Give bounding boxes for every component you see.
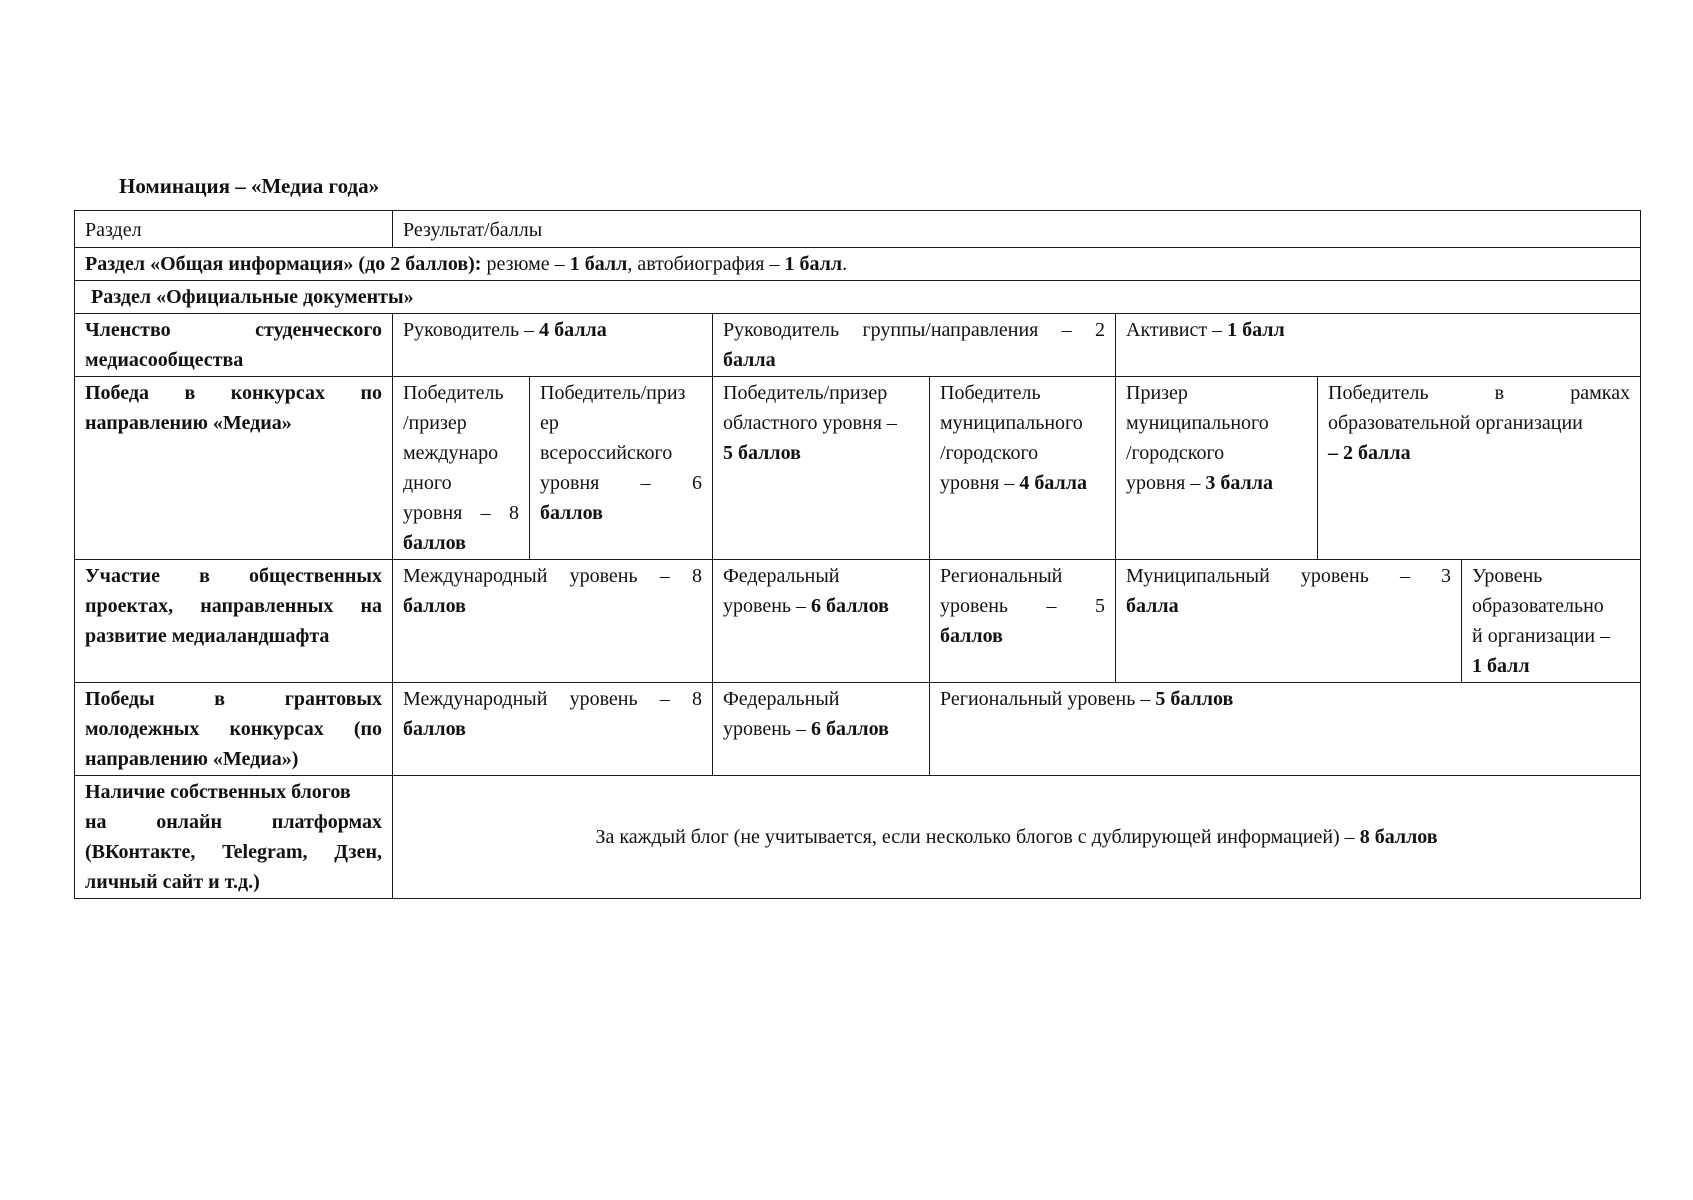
contests-org-line-1: Победитель в рамках xyxy=(1328,382,1631,404)
contests-international-line-4: дного xyxy=(403,472,452,494)
contests-municipal-winner-cell xyxy=(930,377,1116,560)
membership-group-leader-line-2: балла xyxy=(723,349,776,371)
membership-leader-cell xyxy=(393,314,713,377)
grants-international-line-1: Международный уровень – 8 xyxy=(403,688,702,710)
projects-org-cell xyxy=(1462,560,1641,683)
membership-label-line-1: Членство студенческого xyxy=(85,319,382,341)
grants-federal-line-2 xyxy=(723,714,919,744)
membership-leader-text: Руководитель – xyxy=(403,319,540,341)
general-info-text-3: . xyxy=(842,253,848,275)
projects-org-line-3: й организации – xyxy=(1472,625,1611,647)
projects-municipal-cell xyxy=(1116,560,1462,683)
projects-regional-line-1: Региональный xyxy=(940,565,1063,587)
contests-regional-score: 5 баллов xyxy=(723,442,801,464)
general-info-row xyxy=(75,248,1641,281)
projects-federal-line-1: Федеральный xyxy=(723,565,840,587)
official-docs-row xyxy=(75,281,1641,314)
contests-label-line-2: направлению «Медиа» xyxy=(85,412,292,434)
general-info-cell xyxy=(75,248,1641,281)
projects-regional-line-2: уровень – 5 xyxy=(940,595,1105,617)
membership-activist-score: 1 балл xyxy=(1227,319,1285,341)
blogs-score-value: 8 баллов xyxy=(1359,826,1438,848)
contests-regional-cell xyxy=(713,377,930,560)
contests-international-cell xyxy=(393,377,530,560)
contests-municipal-winner-text: уровня – xyxy=(940,472,1020,494)
contests-international-line-2: /призер xyxy=(403,412,467,434)
contests-municipal-winner-line-2: муниципального xyxy=(940,412,1083,434)
projects-municipal-score: балла xyxy=(1126,595,1179,617)
contests-allrussian-line-1: Победитель/приз xyxy=(540,382,686,404)
projects-federal-cell xyxy=(713,560,930,683)
blogs-label-cell xyxy=(75,776,393,899)
contests-international-line-5: уровня – 8 xyxy=(403,502,519,524)
projects-org-line-1: Уровень xyxy=(1472,565,1543,587)
blogs-score-text: За каждый блог (не учитывается, если несколько блогов с дублирующей информацией) – xyxy=(595,826,1360,848)
contests-org-line-2: образовательной организации xyxy=(1328,412,1583,434)
projects-label-line-2: проектах, направленных на xyxy=(85,595,382,617)
contests-allrussian-cell xyxy=(530,377,713,560)
blogs-row xyxy=(75,776,1641,899)
projects-row xyxy=(75,560,1641,683)
grants-regional-score: 5 баллов xyxy=(1155,688,1234,710)
blogs-label-line-4: личный сайт и т.д.) xyxy=(85,871,260,893)
official-docs-cell: Раздел «Официальные документы» xyxy=(75,281,1641,314)
contests-municipal-prize-score: 3 балла xyxy=(1205,472,1273,494)
projects-international-cell xyxy=(393,560,713,683)
general-info-score-1: 1 балл xyxy=(569,253,628,275)
general-info-title: Раздел «Общая информация» (до 2 баллов): xyxy=(85,253,482,275)
projects-label-line-1: Участие в общественных xyxy=(85,565,382,587)
grants-label-line-1: Победы в грантовых xyxy=(85,688,382,710)
contests-municipal-prize-line-2: муниципального xyxy=(1126,412,1269,434)
membership-activist-text: Активист – xyxy=(1126,319,1228,341)
grants-international-cell xyxy=(393,683,713,776)
contests-municipal-prize-line-1: Призер xyxy=(1126,382,1188,404)
grants-federal-line-1: Федеральный xyxy=(723,688,840,710)
contests-allrussian-score: баллов xyxy=(540,502,603,524)
membership-label-line-2: медиасообщества xyxy=(85,349,244,371)
grants-label-line-3: направлению «Медиа») xyxy=(85,748,299,770)
projects-regional-score: баллов xyxy=(940,625,1003,647)
projects-federal-score: 6 баллов xyxy=(811,595,889,617)
grants-federal-text: уровень – xyxy=(723,718,812,740)
projects-label-cell xyxy=(75,560,393,683)
contests-allrussian-line-3: всероссийского xyxy=(540,442,673,464)
projects-municipal-line-1: Муниципальный уровень – 3 xyxy=(1126,565,1451,587)
table-header-row xyxy=(75,211,1641,248)
projects-org-score: 1 балл xyxy=(1472,655,1530,677)
contests-international-line-1: Победитель xyxy=(403,382,504,404)
contests-municipal-winner-score: 4 балла xyxy=(1019,472,1087,494)
projects-federal-line-2 xyxy=(723,591,919,621)
blogs-score-cell xyxy=(393,776,1641,899)
contests-municipal-prize-text: уровня – xyxy=(1126,472,1206,494)
contests-municipal-prize-line-3: /городского xyxy=(1126,442,1225,464)
contests-international-score: баллов xyxy=(403,532,466,554)
projects-org-line-2: образовательно xyxy=(1472,595,1604,617)
grants-federal-cell xyxy=(713,683,930,776)
grants-regional-text: Региональный уровень – xyxy=(940,688,1156,710)
grants-federal-score: 6 баллов xyxy=(811,718,889,740)
contests-municipal-winner-line-3: /городского xyxy=(940,442,1039,464)
header-result-cell: Результат/баллы xyxy=(393,211,1641,248)
projects-international-score: баллов xyxy=(403,595,466,617)
contests-allrussian-line-2: ер xyxy=(540,412,559,434)
contests-label-line-1: Победа в конкурсах по xyxy=(85,382,382,404)
membership-group-leader-line-1: Руководитель группы/направления – 2 xyxy=(723,319,1105,341)
contests-municipal-prize-line-4 xyxy=(1126,468,1307,498)
scoring-table xyxy=(74,210,1641,899)
contests-municipal-winner-line-4 xyxy=(940,468,1105,498)
contests-municipal-prize-cell xyxy=(1116,377,1318,560)
grants-international-score: баллов xyxy=(403,718,466,740)
membership-group-leader-cell xyxy=(713,314,1116,377)
general-info-text-1: резюме – xyxy=(481,253,570,275)
projects-federal-text: уровень – xyxy=(723,595,812,617)
contests-row xyxy=(75,377,1641,560)
grants-row xyxy=(75,683,1641,776)
blogs-label-line-1: Наличие собственных блогов xyxy=(85,781,351,803)
blogs-label-line-2: на онлайн платформах xyxy=(85,811,382,833)
nomination-title: Номинация – «Медиа года» xyxy=(119,174,380,198)
header-section-cell: Раздел xyxy=(75,211,393,248)
projects-regional-cell xyxy=(930,560,1116,683)
projects-international-line-1: Международный уровень – 8 xyxy=(403,565,702,587)
blogs-label-line-3: (ВКонтакте, Telegram, Дзен, xyxy=(85,841,382,863)
contests-international-line-3: междунаро xyxy=(403,442,499,464)
general-info-score-2: 1 балл xyxy=(784,253,843,275)
contests-municipal-winner-line-1: Победитель xyxy=(940,382,1041,404)
grants-regional-cell xyxy=(930,683,1641,776)
contests-org-cell xyxy=(1318,377,1641,560)
membership-row xyxy=(75,314,1641,377)
grants-label-line-2: молодежных конкурсах (по xyxy=(85,718,382,740)
contests-label-cell xyxy=(75,377,393,560)
membership-label-cell xyxy=(75,314,393,377)
contests-org-score: – 2 балла xyxy=(1328,442,1411,464)
membership-leader-score: 4 балла xyxy=(539,319,607,341)
projects-label-line-3: развитие медиаландшафта xyxy=(85,625,330,647)
contests-allrussian-line-4: уровня – 6 xyxy=(540,472,702,494)
contests-regional-line-1: Победитель/призер xyxy=(723,382,888,404)
general-info-text-2: , автобиография – xyxy=(627,253,785,275)
membership-activist-cell xyxy=(1116,314,1641,377)
contests-regional-line-2: областного уровня – xyxy=(723,412,897,434)
grants-label-cell xyxy=(75,683,393,776)
